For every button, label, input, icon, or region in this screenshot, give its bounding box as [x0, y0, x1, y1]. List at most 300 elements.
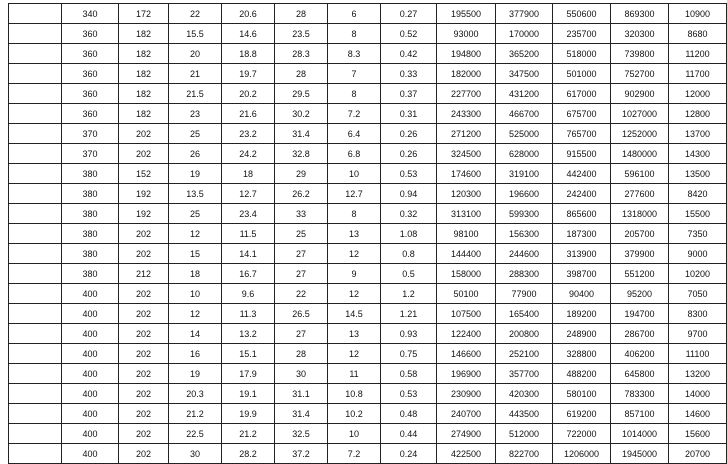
table-cell	[9, 264, 62, 284]
table-cell: 20	[169, 44, 222, 64]
table-cell: 21.6	[222, 104, 275, 124]
table-cell: 8680	[669, 24, 727, 44]
table-cell: 0.94	[381, 184, 437, 204]
table-row	[9, 144, 727, 164]
table-cell: 19.7	[222, 64, 275, 84]
table-cell	[9, 4, 62, 24]
table-cell: 23.4	[222, 204, 275, 224]
table-cell: 0.8	[381, 244, 437, 264]
table-cell: 182	[119, 24, 169, 44]
table-cell: 13.5	[169, 184, 222, 204]
table-cell: 783300	[611, 384, 669, 404]
table-cell: 19	[169, 364, 222, 384]
table-cell: 28.2	[222, 444, 275, 464]
table-row	[9, 124, 727, 144]
data-table	[8, 3, 727, 464]
table-cell: 8	[328, 204, 381, 224]
table-row	[9, 384, 727, 404]
table-cell: 242400	[553, 184, 611, 204]
table-cell: 10200	[669, 264, 727, 284]
table-cell: 10	[328, 424, 381, 444]
table-cell: 8300	[669, 304, 727, 324]
table-cell: 77900	[496, 284, 553, 304]
table-cell: 0.42	[381, 44, 437, 64]
table-cell: 8	[328, 24, 381, 44]
table-cell: 360	[62, 24, 119, 44]
table-cell: 37.2	[275, 444, 328, 464]
table-cell: 15	[169, 244, 222, 264]
table-cell: 365200	[496, 44, 553, 64]
table-cell: 8.3	[328, 44, 381, 64]
table-row	[9, 284, 727, 304]
table-cell: 286700	[611, 324, 669, 344]
table-cell: 18.8	[222, 44, 275, 64]
table-cell: 518000	[553, 44, 611, 64]
table-cell	[9, 324, 62, 344]
table-row	[9, 444, 727, 464]
table-cell: 14.6	[222, 24, 275, 44]
table-cell: 274900	[437, 424, 496, 444]
table-cell: 33	[275, 204, 328, 224]
table-cell: 340	[62, 4, 119, 24]
table-cell: 0.53	[381, 164, 437, 184]
table-cell: 14600	[669, 404, 727, 424]
table-cell: 14300	[669, 144, 727, 164]
table-cell: 31.4	[275, 124, 328, 144]
table-cell: 12.7	[222, 184, 275, 204]
table-cell: 196600	[496, 184, 553, 204]
table-cell: 195500	[437, 4, 496, 24]
table-cell: 26.5	[275, 304, 328, 324]
table-cell: 19.9	[222, 404, 275, 424]
table-cell: 15600	[669, 424, 727, 444]
table-cell: 370	[62, 144, 119, 164]
table-cell: 6	[328, 4, 381, 24]
table-cell	[9, 424, 62, 444]
table-cell: 152	[119, 164, 169, 184]
table-cell: 10900	[669, 4, 727, 24]
table-cell: 7350	[669, 224, 727, 244]
table-cell: 10.2	[328, 404, 381, 424]
table-cell: 599300	[496, 204, 553, 224]
table-cell: 512000	[496, 424, 553, 444]
table-cell: 869300	[611, 4, 669, 24]
table-cell: 32.8	[275, 144, 328, 164]
table-cell: 271200	[437, 124, 496, 144]
table-cell: 865600	[553, 204, 611, 224]
table-cell: 0.93	[381, 324, 437, 344]
table-cell: 7050	[669, 284, 727, 304]
table-cell: 0.5	[381, 264, 437, 284]
table-cell: 420300	[496, 384, 553, 404]
table-cell: 580100	[553, 384, 611, 404]
table-cell: 313900	[553, 244, 611, 264]
table-cell: 15.1	[222, 344, 275, 364]
table-cell: 1318000	[611, 204, 669, 224]
table-cell: 400	[62, 404, 119, 424]
table-cell: 28	[275, 344, 328, 364]
table-row	[9, 4, 727, 24]
table-cell: 202	[119, 144, 169, 164]
table-cell: 380	[62, 184, 119, 204]
table-row	[9, 304, 727, 324]
table-cell	[9, 144, 62, 164]
table-cell: 20.3	[169, 384, 222, 404]
table-cell: 9700	[669, 324, 727, 344]
table-cell: 19.1	[222, 384, 275, 404]
table-row	[9, 64, 727, 84]
table-cell: 12	[169, 224, 222, 244]
table-cell: 98100	[437, 224, 496, 244]
table-cell	[9, 284, 62, 304]
table-cell: 21.2	[169, 404, 222, 424]
table-row	[9, 324, 727, 344]
table-row	[9, 244, 727, 264]
table-cell: 202	[119, 384, 169, 404]
table-cell: 360	[62, 44, 119, 64]
table-cell: 0.27	[381, 4, 437, 24]
table-cell: 400	[62, 384, 119, 404]
table-cell: 202	[119, 324, 169, 344]
table-cell: 158000	[437, 264, 496, 284]
table-cell: 12	[328, 344, 381, 364]
table-cell: 27	[275, 324, 328, 344]
table-cell	[9, 404, 62, 424]
table-cell: 235700	[553, 24, 611, 44]
table-cell: 360	[62, 64, 119, 84]
table-cell: 227700	[437, 84, 496, 104]
table-cell: 277600	[611, 184, 669, 204]
table-cell: 320300	[611, 24, 669, 44]
table-cell: 400	[62, 444, 119, 464]
table-cell: 13	[328, 224, 381, 244]
table-cell: 13200	[669, 364, 727, 384]
table-cell: 400	[62, 364, 119, 384]
table-row	[9, 344, 727, 364]
table-cell: 0.33	[381, 64, 437, 84]
table-cell: 9.6	[222, 284, 275, 304]
table-cell: 146600	[437, 344, 496, 364]
table-cell: 1480000	[611, 144, 669, 164]
table-cell: 14.1	[222, 244, 275, 264]
table-cell: 0.26	[381, 124, 437, 144]
table-cell: 202	[119, 444, 169, 464]
table-cell: 915500	[553, 144, 611, 164]
table-row	[9, 264, 727, 284]
table-cell: 30	[275, 364, 328, 384]
table-cell: 313100	[437, 204, 496, 224]
table-cell: 17.9	[222, 364, 275, 384]
table-cell: 12	[328, 244, 381, 264]
table-cell: 7.2	[328, 104, 381, 124]
table-cell: 443500	[496, 404, 553, 424]
table-cell	[9, 304, 62, 324]
table-row	[9, 404, 727, 424]
table-cell: 202	[119, 344, 169, 364]
table-cell: 11200	[669, 44, 727, 64]
table-cell: 11100	[669, 344, 727, 364]
table-cell	[9, 364, 62, 384]
table-cell: 25	[169, 204, 222, 224]
table-cell: 25	[169, 124, 222, 144]
table-row	[9, 364, 727, 384]
table-cell: 11700	[669, 64, 727, 84]
table-cell: 202	[119, 284, 169, 304]
table-cell: 525000	[496, 124, 553, 144]
table-cell	[9, 384, 62, 404]
table-row	[9, 184, 727, 204]
table-cell: 1206000	[553, 444, 611, 464]
table-cell: 0.31	[381, 104, 437, 124]
table-cell: 739800	[611, 44, 669, 64]
table-cell	[9, 44, 62, 64]
table-cell	[9, 244, 62, 264]
table-cell: 28	[275, 64, 328, 84]
table-cell: 194700	[611, 304, 669, 324]
table-cell: 14	[169, 324, 222, 344]
table-cell: 21.2	[222, 424, 275, 444]
table-cell: 28.3	[275, 44, 328, 64]
table-cell: 722000	[553, 424, 611, 444]
table-cell: 0.44	[381, 424, 437, 444]
table-cell	[9, 164, 62, 184]
table-cell: 752700	[611, 64, 669, 84]
table-cell: 550600	[553, 4, 611, 24]
table-cell: 12000	[669, 84, 727, 104]
table-cell: 9000	[669, 244, 727, 264]
table-cell: 380	[62, 204, 119, 224]
table-cell: 19	[169, 164, 222, 184]
table-cell: 0.48	[381, 404, 437, 424]
table-cell: 202	[119, 244, 169, 264]
table-row	[9, 24, 727, 44]
table-cell: 50100	[437, 284, 496, 304]
table-cell: 230900	[437, 384, 496, 404]
table-cell: 380	[62, 264, 119, 284]
table-cell: 0.32	[381, 204, 437, 224]
table-cell: 29	[275, 164, 328, 184]
table-cell: 23.5	[275, 24, 328, 44]
table-cell: 182	[119, 104, 169, 124]
table-cell: 370	[62, 124, 119, 144]
table-cell: 18	[222, 164, 275, 184]
table-cell: 1.2	[381, 284, 437, 304]
table-cell: 248900	[553, 324, 611, 344]
table-row	[9, 104, 727, 124]
table-cell: 165400	[496, 304, 553, 324]
table-cell: 0.75	[381, 344, 437, 364]
table-cell: 0.58	[381, 364, 437, 384]
table-cell: 380	[62, 164, 119, 184]
table-cell: 120300	[437, 184, 496, 204]
table-cell: 1.08	[381, 224, 437, 244]
table-cell: 645800	[611, 364, 669, 384]
table-cell: 406200	[611, 344, 669, 364]
table-cell: 182	[119, 64, 169, 84]
table-cell: 0.24	[381, 444, 437, 464]
table-cell: 400	[62, 284, 119, 304]
table-cell: 488200	[553, 364, 611, 384]
table-cell: 90400	[553, 284, 611, 304]
table-cell: 13700	[669, 124, 727, 144]
table-cell: 0.53	[381, 384, 437, 404]
table-cell: 14.5	[328, 304, 381, 324]
table-cell: 1252000	[611, 124, 669, 144]
table-cell: 202	[119, 224, 169, 244]
table-cell: 0.37	[381, 84, 437, 104]
table-cell: 252100	[496, 344, 553, 364]
table-cell: 202	[119, 304, 169, 324]
table-cell: 8	[328, 84, 381, 104]
table-cell: 617000	[553, 84, 611, 104]
table-cell: 182	[119, 44, 169, 64]
table-cell: 107500	[437, 304, 496, 324]
table-cell: 619200	[553, 404, 611, 424]
table-cell: 27	[275, 244, 328, 264]
table-cell: 380	[62, 244, 119, 264]
table-cell: 200800	[496, 324, 553, 344]
table-cell: 347500	[496, 64, 553, 84]
table-cell	[9, 204, 62, 224]
table-cell: 400	[62, 304, 119, 324]
table-cell: 16	[169, 344, 222, 364]
table-cell: 21.5	[169, 84, 222, 104]
table-cell: 10	[328, 164, 381, 184]
table-cell: 13500	[669, 164, 727, 184]
table-cell: 20.6	[222, 4, 275, 24]
table-cell: 431200	[496, 84, 553, 104]
table-cell: 172	[119, 4, 169, 24]
table-cell: 28	[275, 4, 328, 24]
table-cell: 0.26	[381, 144, 437, 164]
table-cell	[9, 64, 62, 84]
table-cell: 32.5	[275, 424, 328, 444]
table-cell: 187300	[553, 224, 611, 244]
table-cell: 857100	[611, 404, 669, 424]
table-cell	[9, 444, 62, 464]
table-cell: 360	[62, 104, 119, 124]
table-cell: 170000	[496, 24, 553, 44]
table-cell: 288300	[496, 264, 553, 284]
table-cell: 189200	[553, 304, 611, 324]
table-cell: 357700	[496, 364, 553, 384]
table-cell: 902900	[611, 84, 669, 104]
table-cell: 12	[169, 304, 222, 324]
table-cell: 328800	[553, 344, 611, 364]
table-cell: 144400	[437, 244, 496, 264]
table-cell: 95200	[611, 284, 669, 304]
table-cell	[9, 124, 62, 144]
table-cell: 0.52	[381, 24, 437, 44]
table-cell: 22	[275, 284, 328, 304]
table-cell: 765700	[553, 124, 611, 144]
table-cell: 26.2	[275, 184, 328, 204]
table-cell: 20.2	[222, 84, 275, 104]
table-cell: 212	[119, 264, 169, 284]
table-cell: 202	[119, 364, 169, 384]
table-cell: 122400	[437, 324, 496, 344]
table-cell: 324500	[437, 144, 496, 164]
table-cell: 16.7	[222, 264, 275, 284]
table-cell: 192	[119, 204, 169, 224]
table-cell: 1014000	[611, 424, 669, 444]
table-cell: 192	[119, 184, 169, 204]
table-cell: 12.7	[328, 184, 381, 204]
table-cell: 360	[62, 84, 119, 104]
table-cell: 26	[169, 144, 222, 164]
table-cell: 31.1	[275, 384, 328, 404]
table-cell: 29.5	[275, 84, 328, 104]
table-cell: 596100	[611, 164, 669, 184]
table-cell: 400	[62, 324, 119, 344]
table-cell: 156300	[496, 224, 553, 244]
table-cell: 30.2	[275, 104, 328, 124]
table-cell: 9	[328, 264, 381, 284]
table-body	[9, 4, 727, 464]
table-cell: 628000	[496, 144, 553, 164]
table-row	[9, 424, 727, 444]
table-cell: 380	[62, 224, 119, 244]
table-cell: 7.2	[328, 444, 381, 464]
table-row	[9, 84, 727, 104]
table-cell: 10.8	[328, 384, 381, 404]
table-row	[9, 224, 727, 244]
table-cell: 1945000	[611, 444, 669, 464]
table-cell: 8420	[669, 184, 727, 204]
table-cell: 379900	[611, 244, 669, 264]
table-cell: 182000	[437, 64, 496, 84]
table-cell: 21	[169, 64, 222, 84]
table-cell: 24.2	[222, 144, 275, 164]
table-cell: 319100	[496, 164, 553, 184]
table-cell: 6.4	[328, 124, 381, 144]
table-cell: 398700	[553, 264, 611, 284]
table-cell: 10	[169, 284, 222, 304]
table-row	[9, 44, 727, 64]
table-cell: 243300	[437, 104, 496, 124]
table-cell: 1027000	[611, 104, 669, 124]
table-cell: 23.2	[222, 124, 275, 144]
table-row	[9, 204, 727, 224]
table-cell: 11.5	[222, 224, 275, 244]
table-cell: 7	[328, 64, 381, 84]
table-cell: 23	[169, 104, 222, 124]
table-cell: 196900	[437, 364, 496, 384]
table-cell: 25	[275, 224, 328, 244]
table-cell: 551200	[611, 264, 669, 284]
table-cell: 1.21	[381, 304, 437, 324]
table-cell: 22.5	[169, 424, 222, 444]
table-cell: 14000	[669, 384, 727, 404]
table-cell: 466700	[496, 104, 553, 124]
table-cell: 13	[328, 324, 381, 344]
table-cell: 205700	[611, 224, 669, 244]
table-cell: 174600	[437, 164, 496, 184]
table-cell: 13.2	[222, 324, 275, 344]
table-cell	[9, 24, 62, 44]
table-cell: 31.4	[275, 404, 328, 424]
table-cell: 6.8	[328, 144, 381, 164]
table-cell: 202	[119, 124, 169, 144]
table-cell: 244600	[496, 244, 553, 264]
table-cell: 377900	[496, 4, 553, 24]
table-cell: 15.5	[169, 24, 222, 44]
table-cell	[9, 84, 62, 104]
table-cell: 202	[119, 424, 169, 444]
table-cell: 422500	[437, 444, 496, 464]
table-cell: 11.3	[222, 304, 275, 324]
table-cell: 15500	[669, 204, 727, 224]
